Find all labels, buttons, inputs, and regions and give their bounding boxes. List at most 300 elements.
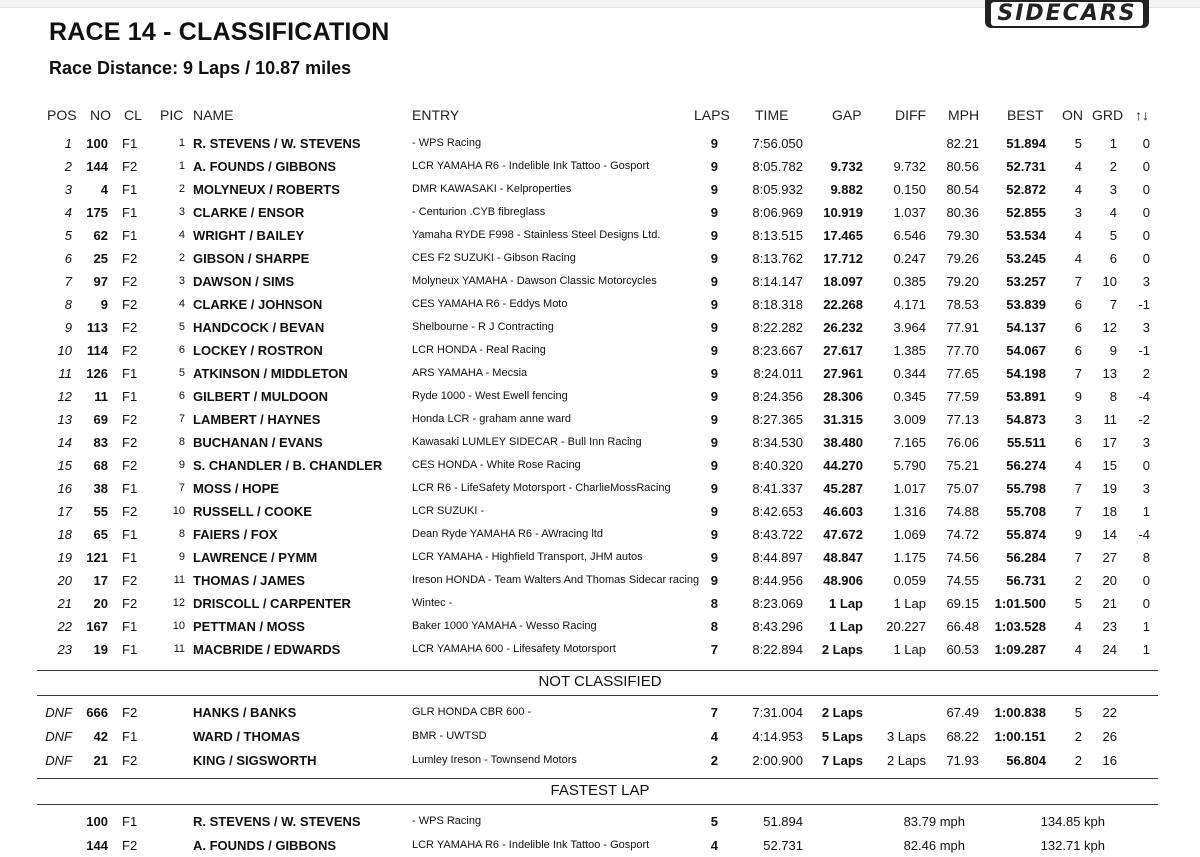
dnf-on: 5 [1074, 705, 1082, 720]
dnf-mph: 67.49 [946, 705, 979, 720]
result-name: RUSSELL / COOKE [193, 504, 312, 519]
result-cl: F1 [122, 182, 138, 197]
result-time: 7:56.050 [752, 136, 803, 151]
result-pos: 8 [64, 297, 72, 312]
result-entry: DMR KAWASAKI - Kelproperties [412, 183, 572, 195]
dnf-no: 42 [93, 729, 108, 744]
result-name: ATKINSON / MIDDLETON [193, 366, 348, 381]
dnf-laps: 4 [710, 729, 718, 744]
result-name: HANDCOCK / BEVAN [193, 320, 325, 335]
result-cl: F1 [122, 527, 138, 542]
dnf-pos: DNF [45, 729, 72, 744]
result-laps: 9 [710, 527, 718, 542]
dnf-time: 7:31.004 [752, 705, 803, 720]
dnf-time: 4:14.953 [752, 729, 803, 744]
result-row [0, 339, 1200, 362]
result-diff: 1 Lap [893, 642, 926, 657]
result-gap: 38.480 [823, 435, 863, 450]
result-row [0, 155, 1200, 178]
result-grd: 11 [1103, 412, 1117, 427]
dnf-gap: 5 Laps [821, 729, 863, 744]
result-best: 52.872 [1006, 182, 1046, 197]
result-no: 62 [93, 228, 108, 243]
result-cl: F2 [122, 458, 138, 473]
result-name: A. FOUNDS / GIBBONS [193, 159, 337, 174]
result-pos: 22 [57, 619, 72, 634]
result-grd: 3 [1109, 182, 1117, 197]
result-row [0, 132, 1200, 155]
result-entry: Yamaha RYDE F998 - Stainless Steel Designs Ltd. [412, 229, 661, 241]
result-chg: -4 [1138, 389, 1150, 404]
result-best: 53.839 [1006, 297, 1046, 312]
result-pos: 23 [57, 642, 72, 657]
fastest-cl: F2 [122, 838, 138, 853]
result-gap: 31.315 [823, 412, 863, 427]
result-chg: 3 [1142, 320, 1150, 335]
dnf-row [0, 701, 1200, 724]
result-row [0, 247, 1200, 270]
result-gap: 9.732 [830, 159, 863, 174]
result-row [0, 224, 1200, 247]
result-best: 53.245 [1006, 251, 1046, 266]
fastest-lap-heading: FASTEST LAP [550, 782, 650, 799]
result-entry: LCR YAMAHA - Highfield Transport, JHM autos [412, 551, 643, 563]
result-entry: Kawasaki LUMLEY SIDECAR - Bull Inn Racing [412, 436, 642, 448]
dnf-cl: F1 [122, 729, 138, 744]
result-pic: 10 [172, 620, 185, 632]
result-time: 8:34.530 [752, 435, 803, 450]
result-mph: 77.91 [946, 320, 979, 335]
divider [37, 778, 1158, 779]
result-mph: 80.56 [946, 159, 979, 174]
header-laps: LAPS [694, 107, 730, 123]
dnf-laps: 7 [710, 705, 718, 720]
result-pic: 8 [178, 528, 185, 540]
result-mph: 80.36 [946, 205, 979, 220]
result-no: 126 [86, 366, 108, 381]
result-time: 8:05.782 [752, 159, 803, 174]
dnf-pos: DNF [45, 705, 72, 720]
result-time: 8:18.318 [752, 297, 803, 312]
result-no: 69 [93, 412, 108, 427]
result-cl: F1 [122, 205, 138, 220]
fastest-mph: 83.79 mph [903, 814, 965, 829]
result-on: 4 [1074, 619, 1082, 634]
result-time: 8:22.894 [752, 642, 803, 657]
result-best: 56.284 [1006, 550, 1046, 565]
result-entry: CES HONDA - White Rose Racing [412, 459, 581, 471]
result-grd: 13 [1102, 366, 1117, 381]
result-entry: Ryde 1000 - West Ewell fencing [412, 390, 568, 402]
result-pos: 13 [57, 412, 72, 427]
result-diff: 0.345 [893, 389, 926, 404]
result-best: 54.137 [1006, 320, 1046, 335]
result-on: 7 [1074, 550, 1082, 565]
result-row [0, 431, 1200, 454]
result-cl: F1 [122, 136, 138, 151]
fastest-mph: 82.46 mph [903, 838, 965, 853]
result-pos: 14 [57, 435, 72, 450]
result-pos: 12 [57, 389, 72, 404]
result-no: 11 [94, 389, 108, 404]
result-pos: 3 [64, 182, 72, 197]
result-laps: 9 [710, 228, 718, 243]
result-laps: 9 [710, 343, 718, 358]
result-pos: 20 [57, 573, 72, 588]
result-pos: 2 [64, 159, 72, 174]
result-laps: 9 [710, 389, 718, 404]
result-gap: 26.232 [823, 320, 863, 335]
result-row [0, 178, 1200, 201]
header-grd: GRD [1092, 107, 1124, 123]
result-diff: 1.069 [893, 527, 926, 542]
result-grd: 2 [1109, 159, 1117, 174]
result-laps: 9 [710, 481, 718, 496]
result-time: 8:23.667 [752, 343, 803, 358]
result-cl: F2 [122, 573, 138, 588]
result-best: 1:09.287 [994, 642, 1046, 657]
dnf-name: KING / SIGSWORTH [193, 753, 317, 768]
result-on: 7 [1074, 274, 1082, 289]
result-gap: 44.270 [823, 458, 863, 473]
fastest-cl: F1 [122, 814, 138, 829]
result-name: GIBSON / SHARPE [193, 251, 310, 266]
result-laps: 9 [710, 573, 718, 588]
result-row [0, 201, 1200, 224]
result-pic: 10 [172, 505, 185, 517]
result-grd: 24 [1102, 642, 1117, 657]
result-chg: 0 [1142, 159, 1150, 174]
result-cl: F1 [122, 228, 138, 243]
result-name: MOLYNEUX / ROBERTS [193, 182, 340, 197]
result-grd: 17 [1102, 435, 1117, 450]
result-cl: F1 [122, 550, 138, 565]
dnf-gap: 2 Laps [821, 705, 863, 720]
result-name: GILBERT / MULDOON [193, 389, 329, 404]
result-laps: 9 [710, 274, 718, 289]
result-cl: F2 [122, 159, 138, 174]
dnf-name: WARD / THOMAS [193, 729, 300, 744]
result-chg: 0 [1142, 136, 1150, 151]
result-no: 100 [86, 136, 108, 151]
result-no: 68 [93, 458, 108, 473]
result-laps: 9 [710, 458, 718, 473]
result-best: 55.798 [1006, 481, 1046, 496]
result-diff: 0.247 [893, 251, 926, 266]
result-mph: 74.72 [946, 527, 979, 542]
dnf-cl: F2 [122, 705, 138, 720]
result-pic: 4 [178, 298, 185, 310]
result-on: 4 [1074, 642, 1082, 657]
dnf-diff: 3 Laps [886, 729, 926, 744]
result-no: 167 [86, 619, 108, 634]
result-entry: LCR YAMAHA R6 - Indelible Ink Tattoo - Gosport [412, 160, 650, 172]
result-best: 55.511 [1006, 435, 1046, 450]
result-gap: 48.906 [823, 573, 863, 588]
result-time: 8:13.762 [752, 251, 803, 266]
result-cl: F2 [122, 274, 138, 289]
dnf-mph: 68.22 [946, 729, 979, 744]
result-pos: 10 [57, 343, 72, 358]
result-chg: 0 [1142, 573, 1150, 588]
result-no: 65 [93, 527, 108, 542]
result-mph: 78.53 [946, 297, 979, 312]
result-diff: 6.546 [893, 228, 926, 243]
result-time: 8:27.365 [752, 412, 803, 427]
result-time: 8:24.356 [752, 389, 803, 404]
divider [37, 670, 1158, 671]
header-cl: CL [124, 107, 142, 123]
result-pic: 7 [178, 413, 185, 425]
result-no: 20 [93, 596, 108, 611]
result-no: 113 [87, 320, 108, 335]
result-best: 1:01.500 [994, 596, 1046, 611]
result-mph: 75.07 [946, 481, 979, 496]
result-entry: LCR SUZUKI - [412, 505, 485, 517]
result-no: 144 [86, 159, 108, 174]
result-entry: Honda LCR - graham anne ward [412, 413, 571, 425]
result-pic: 12 [172, 597, 185, 609]
result-no: 4 [100, 182, 108, 197]
result-laps: 9 [710, 159, 718, 174]
result-chg: 1 [1142, 642, 1150, 657]
result-pos: 6 [64, 251, 72, 266]
result-on: 4 [1074, 182, 1082, 197]
result-chg: 3 [1142, 274, 1150, 289]
result-row [0, 454, 1200, 477]
result-chg: 0 [1142, 458, 1150, 473]
divider [37, 804, 1158, 805]
result-row [0, 316, 1200, 339]
result-on: 9 [1074, 527, 1082, 542]
result-name: WRIGHT / BAILEY [193, 228, 305, 243]
result-row [0, 638, 1200, 661]
result-mph: 77.65 [946, 366, 979, 381]
result-no: 55 [93, 504, 108, 519]
fastest-kph: 132.71 kph [1040, 838, 1105, 853]
result-diff: 1 Lap [893, 596, 926, 611]
header-mph: MPH [948, 107, 980, 123]
result-cl: F2 [122, 343, 138, 358]
result-pic: 9 [178, 551, 185, 563]
fastest-no: 100 [86, 814, 108, 829]
result-mph: 77.70 [946, 343, 979, 358]
result-gap: 1 Lap [829, 596, 863, 611]
result-row [0, 546, 1200, 569]
race-distance: Race Distance: 9 Laps / 10.87 miles [49, 58, 352, 78]
result-row [0, 270, 1200, 293]
header-pic: PIC [160, 107, 184, 123]
sidecars-logo [985, 0, 1149, 28]
header-on: ON [1062, 107, 1083, 123]
fastest-lap-row [0, 810, 1200, 833]
result-laps: 9 [710, 251, 718, 266]
dnf-row [0, 749, 1200, 772]
result-time: 8:44.956 [752, 573, 803, 588]
result-name: R. STEVENS / W. STEVENS [193, 136, 361, 151]
result-laps: 9 [710, 504, 718, 519]
result-entry: ARS YAMAHA - Mecsia [412, 367, 528, 379]
result-diff: 1.175 [893, 550, 926, 565]
fastest-time: 51.894 [763, 814, 803, 829]
result-gap: 17.465 [823, 228, 863, 243]
dnf-time: 2:00.900 [752, 753, 803, 768]
result-on: 7 [1074, 366, 1082, 381]
result-mph: 79.30 [946, 228, 979, 243]
dnf-row [0, 725, 1200, 748]
result-diff: 3.009 [893, 412, 926, 427]
result-grd: 20 [1102, 573, 1117, 588]
result-cl: F1 [122, 481, 138, 496]
result-grd: 9 [1109, 343, 1117, 358]
result-row [0, 362, 1200, 385]
result-cl: F2 [122, 435, 138, 450]
result-laps: 9 [710, 182, 718, 197]
divider [37, 695, 1158, 696]
result-name: MOSS / HOPE [193, 481, 279, 496]
result-cl: F2 [122, 596, 138, 611]
result-best: 52.855 [1006, 205, 1046, 220]
result-grd: 10 [1102, 274, 1117, 289]
result-no: 9 [100, 297, 108, 312]
dnf-grd: 16 [1102, 753, 1117, 768]
result-time: 8:06.969 [752, 205, 803, 220]
result-best: 52.731 [1006, 159, 1046, 174]
result-mph: 66.48 [946, 619, 979, 634]
result-name: THOMAS / JAMES [193, 573, 305, 588]
result-diff: 0.150 [893, 182, 926, 197]
result-cl: F2 [122, 297, 138, 312]
result-gap: 47.672 [823, 527, 863, 542]
result-gap: 17.712 [823, 251, 863, 266]
result-on: 4 [1074, 458, 1082, 473]
result-mph: 77.59 [946, 389, 979, 404]
result-on: 9 [1074, 389, 1082, 404]
result-time: 8:23.069 [752, 596, 803, 611]
result-time: 8:24.011 [753, 366, 803, 381]
result-gap: 27.961 [823, 366, 863, 381]
result-mph: 74.55 [946, 573, 979, 588]
result-chg: -1 [1138, 343, 1150, 358]
result-diff: 3.964 [893, 320, 926, 335]
result-pic: 3 [178, 275, 185, 287]
result-on: 7 [1074, 481, 1082, 496]
result-row [0, 385, 1200, 408]
result-grd: 1 [1109, 136, 1117, 151]
result-name: CLARKE / JOHNSON [193, 297, 323, 312]
result-time: 8:43.722 [752, 527, 803, 542]
result-best: 54.873 [1006, 412, 1046, 427]
result-on: 4 [1074, 228, 1082, 243]
result-grd: 8 [1109, 389, 1117, 404]
result-time: 8:41.337 [752, 481, 803, 496]
result-grd: 27 [1102, 550, 1117, 565]
result-gap: 48.847 [823, 550, 863, 565]
result-laps: 9 [710, 297, 718, 312]
result-mph: 76.06 [946, 435, 979, 450]
result-time: 8:43.296 [752, 619, 803, 634]
result-cl: F1 [122, 366, 138, 381]
result-diff: 1.385 [893, 343, 926, 358]
result-grd: 7 [1109, 297, 1117, 312]
result-pos: 5 [64, 228, 72, 243]
result-gap: 9.882 [830, 182, 863, 197]
result-pic: 1 [178, 137, 185, 149]
result-mph: 79.20 [946, 274, 979, 289]
result-diff: 5.790 [893, 458, 926, 473]
result-cl: F2 [122, 320, 138, 335]
result-pic: 9 [178, 459, 185, 471]
dnf-best: 1:00.151 [994, 729, 1046, 744]
result-row [0, 293, 1200, 316]
dnf-on: 2 [1074, 753, 1082, 768]
result-on: 5 [1074, 136, 1082, 151]
result-time: 8:22.282 [752, 320, 803, 335]
fastest-kph: 134.85 kph [1040, 814, 1105, 829]
dnf-pos: DNF [45, 753, 72, 768]
result-cl: F2 [122, 504, 138, 519]
result-best: 55.708 [1006, 504, 1046, 519]
result-name: LAWRENCE / PYMM [193, 550, 318, 565]
result-chg: 0 [1142, 205, 1150, 220]
result-row [0, 523, 1200, 546]
result-grd: 4 [1109, 205, 1117, 220]
result-best: 56.731 [1006, 573, 1046, 588]
result-chg: -1 [1138, 297, 1150, 312]
result-time: 8:14.147 [752, 274, 803, 289]
result-no: 83 [93, 435, 108, 450]
result-cl: F2 [122, 412, 138, 427]
fastest-entry: - WPS Racing [412, 815, 482, 827]
result-laps: 9 [710, 205, 718, 220]
result-diff: 1.017 [893, 481, 926, 496]
result-diff: 1.037 [893, 205, 926, 220]
result-on: 6 [1074, 320, 1082, 335]
result-on: 4 [1074, 159, 1082, 174]
result-pic: 7 [178, 482, 185, 494]
result-no: 17 [93, 573, 108, 588]
result-name: DAWSON / SIMS [193, 274, 295, 289]
result-row [0, 500, 1200, 523]
result-time: 8:42.653 [752, 504, 803, 519]
result-grd: 23 [1102, 619, 1117, 634]
header-diff: DIFF [895, 107, 927, 123]
result-row [0, 592, 1200, 615]
fastest-time: 52.731 [763, 838, 803, 853]
result-pic: 5 [178, 367, 185, 379]
result-mph: 74.56 [946, 550, 979, 565]
result-mph: 80.54 [946, 182, 979, 197]
result-entry: Shelbourne - R J Contracting [412, 321, 554, 333]
result-entry: Dean Ryde YAMAHA R6 - AWracing ltd [412, 528, 603, 540]
result-pic: 11 [173, 574, 185, 586]
dnf-on: 2 [1074, 729, 1082, 744]
result-no: 121 [86, 550, 108, 565]
dnf-cl: F2 [122, 753, 138, 768]
result-gap: 10.919 [823, 205, 863, 220]
dnf-diff: 2 Laps [886, 753, 926, 768]
result-best: 53.257 [1006, 274, 1046, 289]
result-grd: 21 [1102, 596, 1117, 611]
result-name: LAMBERT / HAYNES [193, 412, 321, 427]
result-diff: 0.385 [893, 274, 926, 289]
result-best: 53.891 [1006, 389, 1046, 404]
result-gap: 27.617 [823, 343, 863, 358]
result-on: 3 [1074, 205, 1082, 220]
result-pic: 3 [178, 206, 185, 218]
result-grd: 5 [1109, 228, 1117, 243]
result-entry: LCR YAMAHA 600 - Lifesafety Motorsport [412, 643, 616, 655]
